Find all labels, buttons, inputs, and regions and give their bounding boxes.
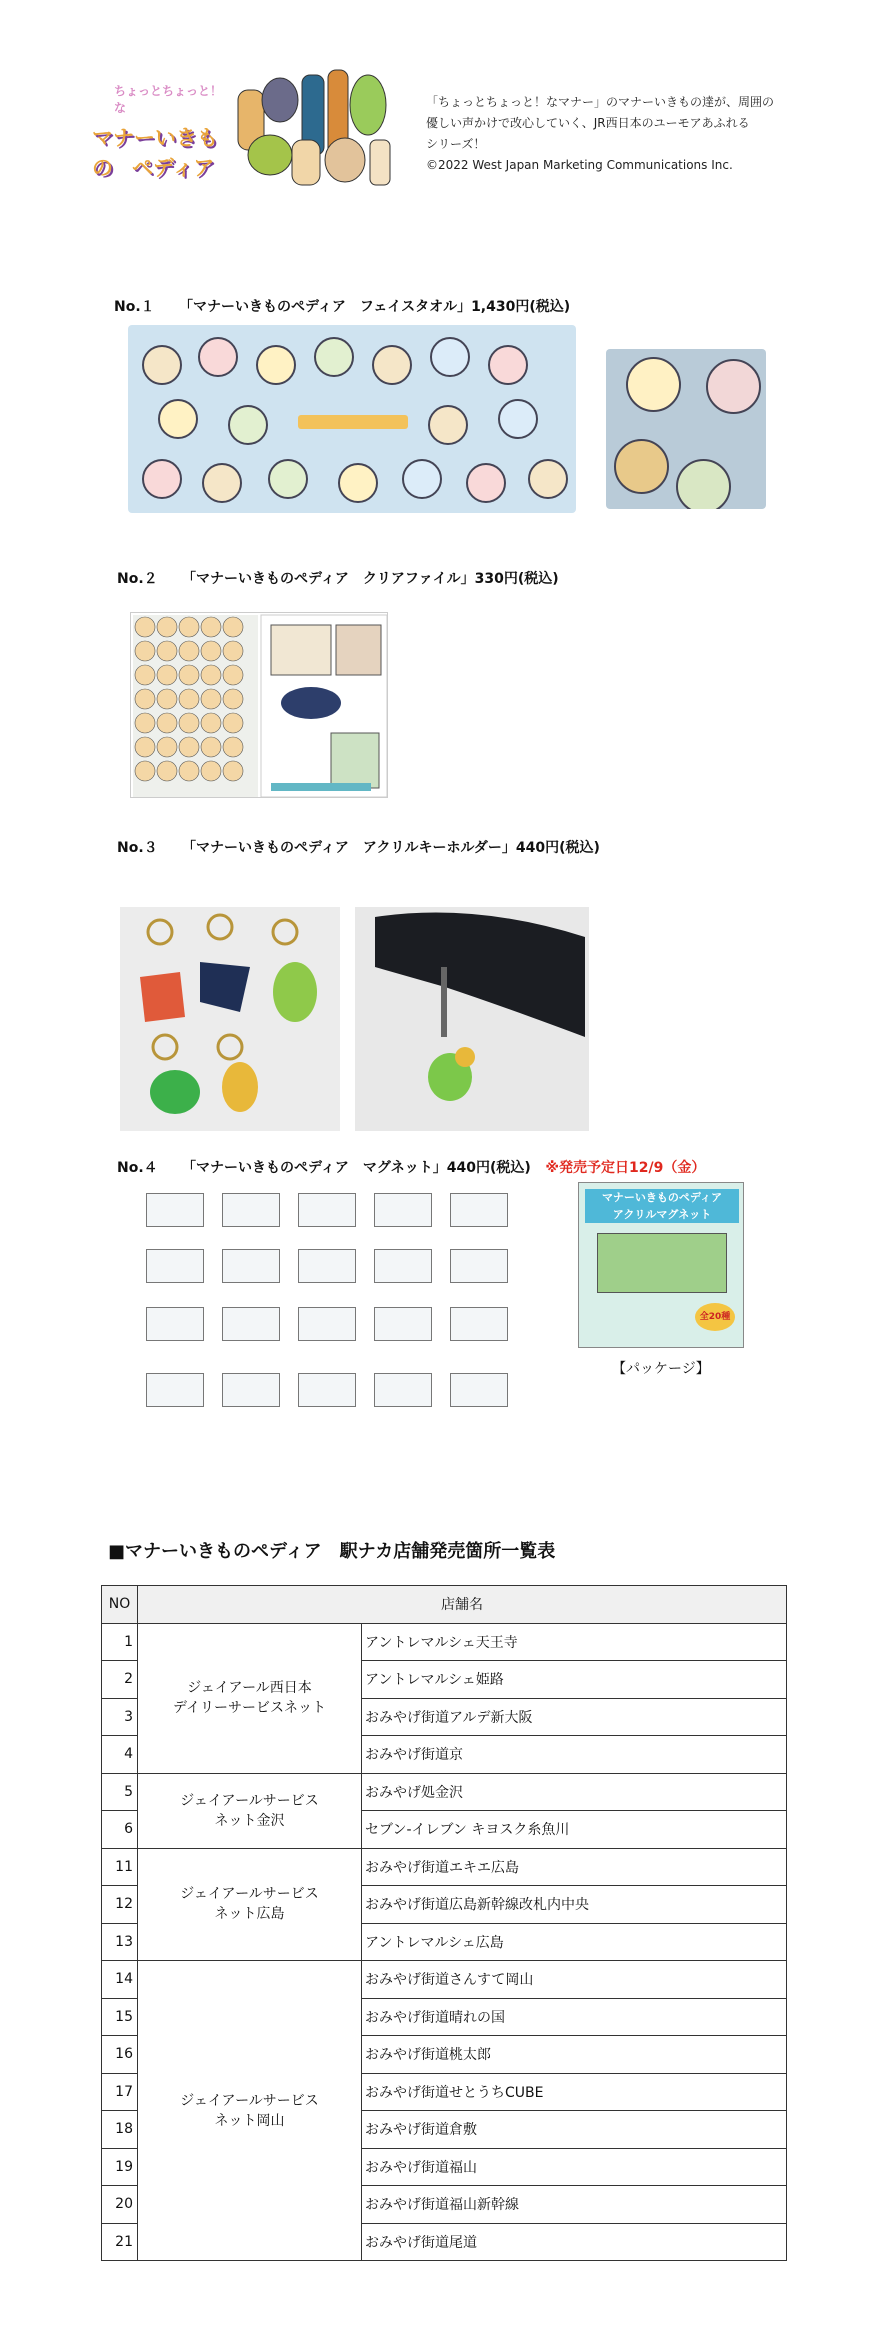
product-heading-2 xyxy=(117,568,559,588)
operator-line: ジェイアール西日本 xyxy=(187,1680,312,1696)
store-no: 21 xyxy=(102,2223,138,2261)
store-name: おみやげ街道晴れの国 xyxy=(362,1998,787,2036)
store-name: おみやげ街道福山新幹線 xyxy=(362,2186,787,2224)
store-name: アントレマルシェ姫路 xyxy=(362,1661,787,1699)
package-badge: 全20種 xyxy=(695,1303,735,1331)
face-towel-closeup-photo xyxy=(606,349,766,509)
store-name: おみやげ街道倉敷 xyxy=(362,2111,787,2149)
store-no: 16 xyxy=(102,2036,138,2074)
package-title-line-1: マナーいきものペディア xyxy=(601,1191,723,1204)
operator-line: ジェイアールサービス xyxy=(180,1886,319,1903)
store-no: 14 xyxy=(102,1961,138,1999)
store-no: 1 xyxy=(102,1623,138,1661)
operator-line: デイリーサービスネット xyxy=(172,1700,327,1716)
series-description xyxy=(426,92,826,176)
operator-cell xyxy=(138,1848,362,1961)
acrylic-keyholder-photo xyxy=(120,907,340,1131)
store-name: おみやげ街道福山 xyxy=(362,2148,787,2186)
table-row xyxy=(102,1623,787,1661)
operator-cell xyxy=(138,1773,362,1848)
keyholder-on-bag-photo xyxy=(355,907,589,1131)
product-number: No.３ xyxy=(117,840,158,856)
store-no: 19 xyxy=(102,2148,138,2186)
logo-line-2: ペディア xyxy=(132,156,215,180)
store-no: 13 xyxy=(102,1923,138,1961)
product-title: 「マナーいきものペディア アクリルキーホルダー」440円(税込) xyxy=(182,840,600,856)
product-title: 「マナーいきものペディア マグネット」440円(税込) xyxy=(182,1160,531,1176)
copyright: ©2022 West Japan Marketing Communications Inc. xyxy=(426,158,733,172)
description-line: 「ちょっとちょっと！なマナー」のマナーいきもの達が、周囲の xyxy=(426,95,775,109)
operator-line: ネット広島 xyxy=(214,1906,285,1923)
store-no: 6 xyxy=(102,1811,138,1849)
description-line: シリーズ！ xyxy=(426,137,486,151)
operator-line: ネット岡山 xyxy=(214,2112,285,2129)
store-name: おみやげ街道尾道 xyxy=(362,2223,787,2261)
store-no: 12 xyxy=(102,1886,138,1924)
col-header-store: 店舗名 xyxy=(138,1586,787,1624)
character-group-illustration xyxy=(230,60,395,190)
package-title-line-2: アクリルマグネット xyxy=(612,1208,712,1221)
store-no: 2 xyxy=(102,1661,138,1699)
release-date-note: ※発売予定日12/9（金） xyxy=(545,1160,706,1176)
store-name: アントレマルシェ広島 xyxy=(362,1923,787,1961)
store-no: 3 xyxy=(102,1698,138,1736)
product-heading-3 xyxy=(117,837,600,857)
store-name: おみやげ街道アルデ新大阪 xyxy=(362,1698,787,1736)
store-name: おみやげ街道エキエ広島 xyxy=(362,1848,787,1886)
product-heading-1 xyxy=(114,296,570,316)
operator-cell xyxy=(138,1961,362,2261)
logo-tagline: ちょっとちょっと！な xyxy=(114,84,223,115)
product-title: 「マナーいきものペディア フェイスタオル」1,430円(税込) xyxy=(179,299,571,315)
operator-line: ネット金沢 xyxy=(214,1812,285,1829)
product-number: No.２ xyxy=(117,571,158,587)
operator-line: ジェイアールサービス xyxy=(180,2092,319,2109)
store-name: おみやげ処金沢 xyxy=(362,1773,787,1811)
product-heading-4 xyxy=(117,1157,705,1177)
store-no: 5 xyxy=(102,1773,138,1811)
product-title: 「マナーいきものペディア クリアファイル」330円(税込) xyxy=(182,571,559,587)
face-towel-photo xyxy=(128,325,576,513)
table-row xyxy=(102,1773,787,1811)
operator-cell xyxy=(138,1623,362,1773)
store-list-title: ■マナーいきものペディア 駅ナカ店舗発売箇所一覧表 xyxy=(108,1541,556,1562)
store-no: 4 xyxy=(102,1736,138,1774)
product-number: No.１ xyxy=(114,299,155,315)
store-name: おみやげ街道さんすて岡山 xyxy=(362,1961,787,1999)
store-name: おみやげ街道広島新幹線改札内中央 xyxy=(362,1886,787,1924)
clear-file-photo xyxy=(130,612,388,798)
store-table xyxy=(101,1585,787,2261)
store-no: 20 xyxy=(102,2186,138,2224)
store-no: 17 xyxy=(102,2073,138,2111)
store-name: おみやげ街道桃太郎 xyxy=(362,2036,787,2074)
magnet-lineup xyxy=(140,1185,520,1425)
description-line: 優しい声かけで改心していく、JR西日本のユーモアあふれる xyxy=(426,116,750,130)
store-name: アントレマルシェ天王寺 xyxy=(362,1623,787,1661)
store-no: 11 xyxy=(102,1848,138,1886)
store-no: 18 xyxy=(102,2111,138,2149)
store-no: 15 xyxy=(102,1998,138,2036)
series-logo xyxy=(92,82,222,192)
operator-line: ジェイアールサービス xyxy=(180,1792,319,1809)
store-name: おみやげ街道せとうちCUBE xyxy=(362,2073,787,2111)
table-row xyxy=(102,1961,787,1999)
col-header-no: NO xyxy=(102,1586,138,1624)
logo-line-1: マナーいきもの xyxy=(92,126,218,180)
table-row xyxy=(102,1848,787,1886)
store-name: おみやげ街道京 xyxy=(362,1736,787,1774)
store-name: セブン-イレブン キヨスク糸魚川 xyxy=(362,1811,787,1849)
product-number: No.４ xyxy=(117,1160,158,1176)
package-label: 【パッケージ】 xyxy=(612,1361,710,1377)
table-header-row xyxy=(102,1586,787,1624)
magnet-package-photo xyxy=(578,1182,744,1348)
